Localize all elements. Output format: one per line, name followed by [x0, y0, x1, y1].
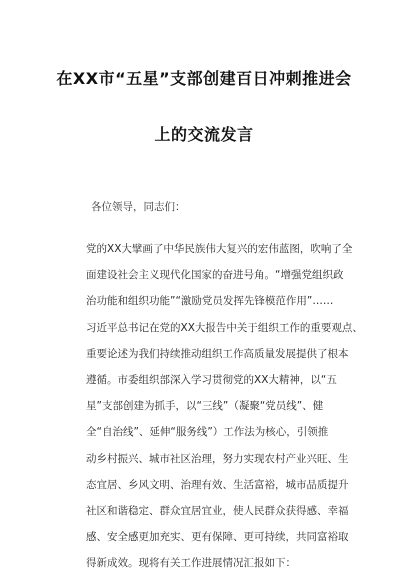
body-line: 态宜居、乡风文明、治理有效、生活富裕，城市品质提升	[86, 478, 349, 491]
body-paragraph	[86, 236, 363, 576]
body-line: 得新成效。现将有关工作进展情况汇报如下：	[86, 557, 296, 570]
body-line: 遵循。市委组织部深入学习贯彻党的XX大精神，以“五	[86, 373, 337, 386]
body-line: 社区和谐稳定、群众宜居宜业，使人民群众获得感、幸福	[86, 504, 349, 517]
body-line: 面建设社会主义现代化国家的奋进号角。“增强党组织政	[86, 269, 344, 282]
body-line: 重要论述为我们持续推动组织工作高质量发展提供了根本	[86, 347, 349, 360]
body-line: 星”支部创建为抓手，以“三线”（凝聚“党员线”、健	[86, 400, 324, 413]
document-title-line-1: 在XX市“五星”支部创建百日冲刺推进会	[56, 69, 352, 88]
body-line: 党的XX大擘画了中华民族伟大复兴的宏伟蓝图，吹响了全	[86, 243, 353, 255]
document-title-line-2: 上的交流发言	[154, 125, 254, 144]
body-line: 治功能和组织功能”“激励党员发挥先锋模范作用”……	[86, 295, 334, 308]
body-line: 习近平总书记在党的XX大报告中关于组织工作的重要观点、	[86, 321, 363, 334]
salutation: 各位领导，同志们：	[91, 201, 186, 213]
body-line: 全“自治线”、延伸“服务线”）工作法为核心，引领推	[86, 426, 329, 439]
body-line: 感、安全感更加充实、更有保障、更可持续，共同富裕取	[86, 531, 349, 544]
body-line: 动乡村振兴、城市社区治理，努力实现农村产业兴旺、生	[86, 452, 349, 465]
